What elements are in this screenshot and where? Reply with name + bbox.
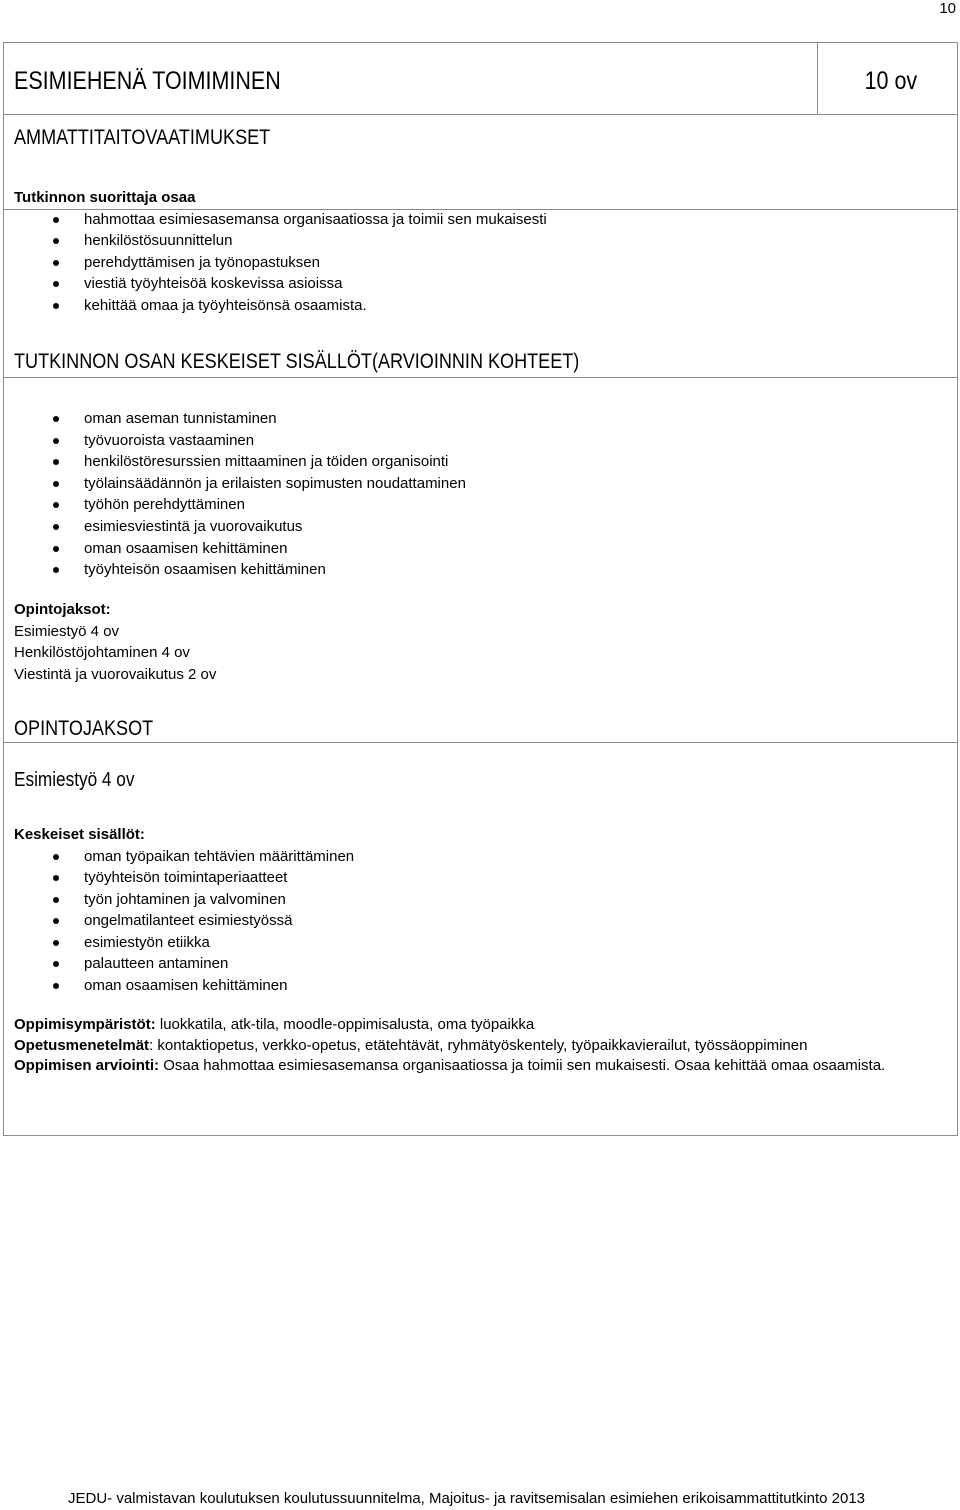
- list-item-text: oman työpaikan tehtävien määrittäminen: [84, 847, 355, 865]
- list-item-text: esimiesviestintä ja vuorovaikutus: [84, 517, 303, 535]
- course-item: Henkilöstöjohtaminen 4 ov: [14, 644, 190, 662]
- course-item: Esimiestyö 4 ov: [14, 622, 120, 640]
- bullet-icon: [53, 875, 59, 881]
- list-item: [14, 408, 937, 430]
- key-content-list: [14, 846, 937, 997]
- bullet-icon: [53, 940, 59, 946]
- module-credits: 10 ov: [864, 67, 917, 95]
- list-item-text: perehdyttämisen ja työnopastuksen: [84, 253, 320, 271]
- list-item: [14, 559, 937, 581]
- assessment-line: [14, 1056, 927, 1077]
- environments-text: luokkatila, atk-tila, moodle-oppimisalusta, oma työpaikka: [155, 1016, 535, 1033]
- list-item: [14, 494, 937, 516]
- list-item-text: työyhteisön toimintaperiaatteet: [84, 869, 288, 887]
- bullet-icon: [53, 281, 59, 287]
- list-item-text: työn johtaminen ja valvominen: [84, 890, 286, 908]
- course-item: Viestintä ja vuorovaikutus 2 ov: [14, 665, 217, 683]
- list-item-text: palautteen antaminen: [84, 955, 229, 973]
- list-item: [14, 889, 937, 911]
- bullet-icon: [53, 481, 59, 487]
- bullet-icon: [53, 567, 59, 573]
- list-item: [14, 430, 937, 452]
- environments-line: [14, 1015, 927, 1036]
- module-table: [3, 42, 958, 1136]
- study-unit-info: [14, 1015, 927, 1077]
- page-footer: JEDU- valmistavan koulutuksen koulutussuunnitelma, Majoitus- ja ravitsemisalan esimiehen erikoisammattitutkinto 2013: [68, 1490, 866, 1507]
- assessment-label: Oppimisen arviointi:: [14, 1057, 160, 1074]
- study-units-heading: OPINTOJAKSOT: [14, 717, 154, 740]
- bullet-icon: [53, 459, 59, 465]
- competence-intro: Tutkinnon suorittaja osaa: [14, 189, 196, 206]
- bullet-icon: [53, 918, 59, 924]
- list-item-text: esimiestyön etiikka: [84, 933, 210, 951]
- competence-heading: AMMATTITAITOVAATIMUKSET: [14, 126, 271, 149]
- methods-label: Opetusmenetelmät: [14, 1036, 150, 1054]
- list-item-text: oman osaamisen kehittäminen: [84, 539, 288, 557]
- key-content-label: Keskeiset sisällöt:: [14, 826, 145, 843]
- list-item: [14, 230, 937, 252]
- page-number: 10: [939, 0, 956, 17]
- list-item: [14, 910, 937, 932]
- list-item-text: ongelmatilanteet esimiestyössä: [84, 912, 293, 930]
- list-item: [14, 273, 937, 295]
- study-unit-title: Esimiestyö 4 ov: [14, 769, 135, 791]
- bullet-icon: [53, 961, 59, 967]
- bullet-icon: [53, 983, 59, 989]
- list-item: [14, 846, 937, 868]
- list-item-text: työyhteisön osaamisen kehittäminen: [84, 561, 326, 579]
- competence-list: [14, 209, 937, 317]
- bullet-icon: [53, 546, 59, 552]
- bullet-icon: [53, 217, 59, 223]
- bullet-icon: [53, 303, 59, 309]
- list-item-text: viestiä työyhteisöä koskevissa asioissa: [84, 275, 343, 293]
- bullet-icon: [53, 502, 59, 508]
- list-item: [14, 209, 937, 231]
- list-item: [14, 473, 937, 495]
- list-item-text: työvuoroista vastaaminen: [84, 431, 255, 449]
- list-item: [14, 252, 937, 274]
- list-item: [14, 975, 937, 997]
- module-title-row: [4, 43, 957, 115]
- methods-text: : kontaktiopetus, verkko-opetus, etätehtävät, ryhmätyöskentely, työpaikkavierailut, työssäoppiminen: [149, 1036, 808, 1054]
- courses-section: [14, 599, 937, 685]
- list-item-text: oman aseman tunnistaminen: [84, 410, 277, 427]
- core-content-heading: TUTKINNON OSAN KESKEISET SISÄLLÖT(ARVIOINNIN KOHTEET): [14, 350, 580, 373]
- bullet-icon: [53, 416, 59, 422]
- list-item: [14, 516, 937, 538]
- list-item: [14, 538, 937, 560]
- list-item: [14, 295, 937, 317]
- courses-label: Opintojaksot:: [14, 601, 111, 618]
- bullet-icon: [53, 897, 59, 903]
- list-item: [14, 451, 937, 473]
- list-item: [14, 867, 937, 889]
- core-content-section: [14, 408, 937, 581]
- courses-list: [14, 621, 937, 686]
- list-item: [14, 932, 937, 954]
- bullet-icon: [53, 524, 59, 530]
- credits-cell: [817, 43, 957, 114]
- list-item-text: oman osaamisen kehittäminen: [84, 976, 288, 994]
- key-content-section: [14, 824, 937, 996]
- core-content-list: [14, 408, 937, 581]
- list-item-text: työhön perehdyttäminen: [84, 496, 245, 514]
- assessment-text: Osaa hahmottaa esimiesasemansa organisaatiossa ja toimii sen mukaisesti. Osaa kehittää omaa osaamista.: [159, 1057, 886, 1074]
- list-item: [14, 953, 937, 975]
- competence-section: [14, 187, 937, 317]
- bullet-icon: [53, 260, 59, 266]
- list-item-text: työlainsäädännön ja erilaisten sopimusten noudattaminen: [84, 474, 466, 492]
- list-item-text: henkilöstösuunnittelun: [84, 232, 233, 250]
- module-title: ESIMIEHENÄ TOIMIMINEN: [14, 67, 281, 95]
- bullet-icon: [53, 238, 59, 244]
- bullet-icon: [53, 854, 59, 860]
- list-item-text: henkilöstöresurssien mittaaminen ja töiden organisointi: [84, 453, 449, 471]
- environments-label: Oppimisympäristöt:: [14, 1016, 156, 1033]
- bullet-icon: [53, 438, 59, 444]
- methods-line: [14, 1036, 927, 1057]
- list-item-text: hahmottaa esimiesasemansa organisaatiossa ja toimii sen mukaisesti: [84, 210, 547, 228]
- list-item-text: kehittää omaa ja työyhteisönsä osaamista.: [84, 296, 367, 314]
